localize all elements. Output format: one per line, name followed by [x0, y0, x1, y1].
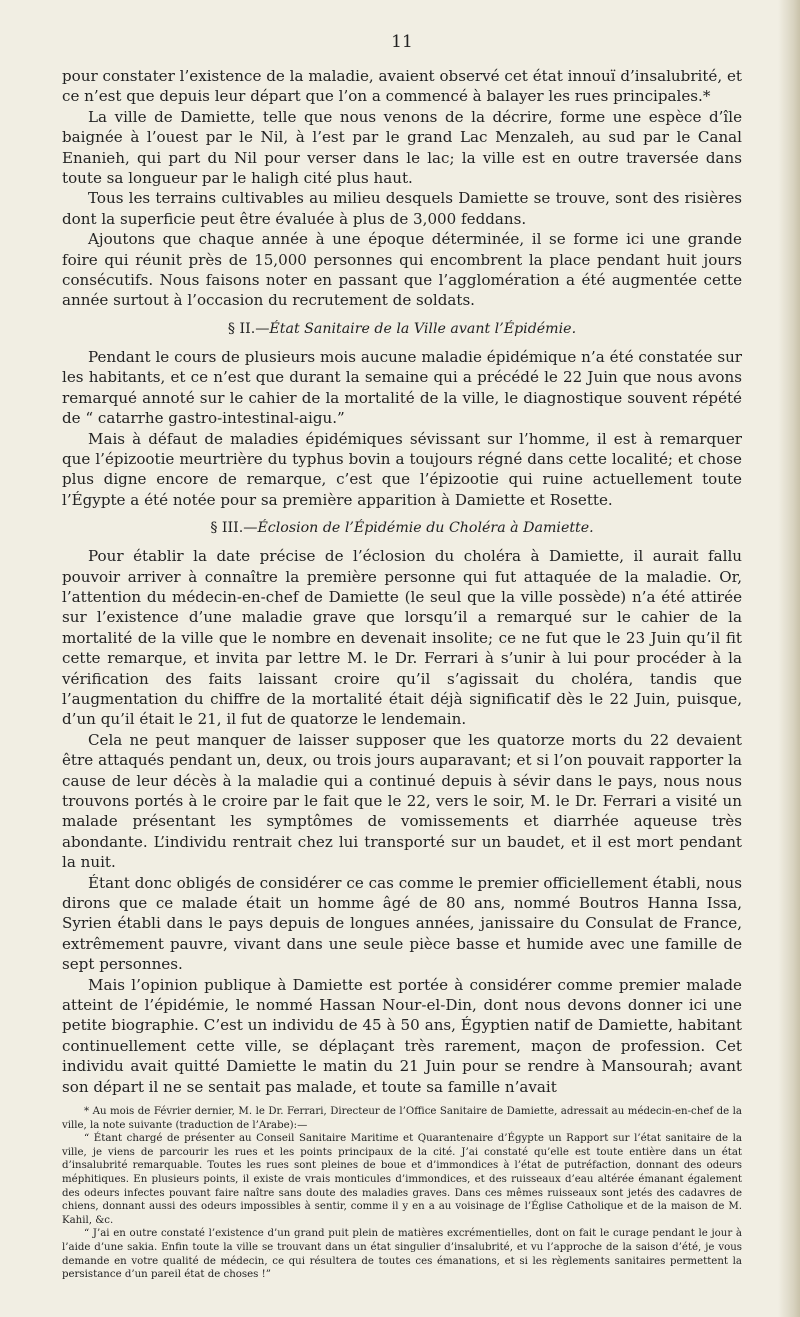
paragraph: Mais l’opinion publique à Damiette est portée à considérer comme premier malade atteint de l’épidémie, le nommé Hassan Nour-el-Din, dont nous devons donner ici une petite biographie. C’est un individu de 45 à 50 ans, Égyptien natif de Damiette, habitant continuellement cette ville, se déplaçant très rarement, maçon de profession. Cet individu avait quitté Damiette le matin du 21 Juin pour se rendre à Mansourah; avant son départ il ne se sentait pas malade, et toute sa famille n’avait: [62, 975, 742, 1096]
paragraph: Pendant le cours de plusieurs mois aucune maladie épidémique n’a été constatée sur les habitants, et ce n’est que durant la semaine qui a précédé le 22 Juin que nous avons remarqué annoté sur le cahier de la mortalité de la ville, le diagnostique souvent répété de “ catarrhe gastro-intestinal-aigu.”: [62, 347, 742, 428]
paragraph: La ville de Damiette, telle que nous venons de la décrire, forme une espèce d’île baignée à l’ouest par le Nil, à l’est par le grand Lac Menzaleh, au sud par le Canal Enanieh, qui part du Nil pour verser dans le lac; la ville est en outre traversée dans toute sa longueur par le haligh cité plus haut.: [62, 107, 742, 188]
section-number: § II.—: [227, 320, 270, 337]
paragraph: pour constater l’existence de la maladie, avaient observé cet état innouï d’insalubrité, et ce n’est que depuis leur départ que l’on a commencé à balayer les rues principales.*: [62, 67, 742, 106]
footnote: * Au mois de Février dernier, M. le Dr. Ferrari, Directeur de l’Office Sanitaire de Damiette, adressait au médecin-en-chef de la ville, la note suivante (traduction de l’Arabe):—: [62, 1106, 742, 1131]
section-heading-3: [62, 518, 742, 538]
page-number: 11: [391, 32, 413, 52]
paragraph: Mais à défaut de maladies épidémiques sévissant sur l’homme, il est à remarquer que l’épizootie meurtrière du typhus bovin a toujours régné dans cette localité; et chose plus digne encore de remarque, c’est que l’épizootie qui ruine actuellement toute l’Égypte a été notée pour sa première apparition à Damiette et Rosette.: [62, 429, 742, 509]
paragraph: Cela ne peut manquer de laisser supposer que les quatorze morts du 22 devaient être attaqués pendant un, deux, ou trois jours auparavant; et si l’on pouvait rapporter la cause de leur décès à la maladie qui a continué depuis à sévir dans le pays, nous nous trouvons portés à le croire par le fait que le 22, vers le soir, M. le Dr. Ferrari a visité un malade présentant les symptômes de vomissements et diarrhée aqueuse très abondante. L’individu rentrait chez lui transporté sur un baudet, et il est mort pendant la nuit.: [62, 730, 742, 872]
paragraph: Pour établir la date précise de l’éclosion du choléra à Damiette, il aurait fallu pouvoir arriver à connaître la première personne qui fut attaquée de la maladie. Or, l’attention du médecin-en-chef de Damiette (le seul que la ville possède) n’a été attirée sur l’existence d’une maladie grave que lorsqu’il a remarqué sur le cahier de la mortalité de la ville que le nombre en devenait insolite; ce ne fut que le 23 Juin qu’il fit cette remarque, et invita par lettre M. le Dr. Ferrari à s’unir à lui pour procéder à la vérification des faits laissant croire qu’il s’agissait du choléra, tandis que l’augmentation du chiffre de la mortalité était déjà significatif dès le 22 Juin, puisque, d’un qu’il était le 21, il fut de quatorze le lendemain.: [62, 547, 742, 729]
section-number: § III.—: [210, 520, 258, 537]
paragraph: Tous les terrains cultivables au milieu desquels Damiette se trouve, sont des risières dont la superficie peut être évaluée à plus de 3,000 feddans.: [62, 189, 742, 228]
paragraph: Ajoutons que chaque année à une époque déterminée, il se forme ici une grande foire qui réunit près de 15,000 personnes qui encombrent la place pendant huit jours consécutifs. Nous faisons noter en passant que l’agglomération a été augmentée cette année surtout à l’occasion du recrutement de soldats.: [62, 230, 742, 310]
footnote: “ Étant chargé de présenter au Conseil Sanitaire Maritime et Quarantenaire d’Égypte un Rapport sur l’état sanitaire de la ville, je viens de parcourir les rues et les points principaux de la cité. J’ai constaté qu’elle est toute entière dans un état d’insalubrité remarquable. Toutes les rues sont pleines de boue et d’immondices à l’état de putréfaction, donnant des odeurs méphitiques. En plusieurs points, il existe de vrais monticules d’immondices, et des ruisseaux d’eau altérée émanant également des odeurs infectes pouvant faire naître sans doute des maladies graves. Dans ces mêmes ruisseaux sont jetés des cadavres de chiens, donnant aussi des odeurs impossibles à sentir, comme il y en a au voisinage de l’Église Catholique et de la maison de M. Kahil, &c.: [62, 1133, 742, 1226]
section-heading-2: [62, 319, 742, 339]
section-title: État Sanitaire de la Ville avant l’Épidémie.: [269, 320, 577, 337]
footnotes: [62, 1105, 742, 1282]
main-text: [62, 66, 742, 1097]
paragraph: Étant donc obligés de considérer ce cas comme le premier officiellement établi, nous dirons que ce malade était un homme âgé de 80 ans, nommé Boutros Hanna Issa, Syrien établi dans le pays depuis de longues années, janissaire du Consulat de France, extrêmement pauvre, vivant dans une seule pièce basse et humide avec une famille de sept personnes.: [62, 873, 742, 974]
footnote: “ J’ai en outre constaté l’existence d’un grand puit plein de matières excrémentielles, dont on fait le curage pendant le jour à l’aide d’une sakia. Enfin toute la ville se trouvant dans un état singulier d’insalubrité, et vu l’approche de la saison d’été, je vous demande en votre qualité de médecin, ce qui résultera de toutes ces émanations, et si les règlements sanitaires permettent la persistance d’un pareil état de choses !”: [62, 1228, 742, 1281]
page-edge-shadow: [778, 0, 800, 1317]
section-title: Éclosion de l’Épidémie du Choléra à Damiette.: [257, 520, 594, 537]
